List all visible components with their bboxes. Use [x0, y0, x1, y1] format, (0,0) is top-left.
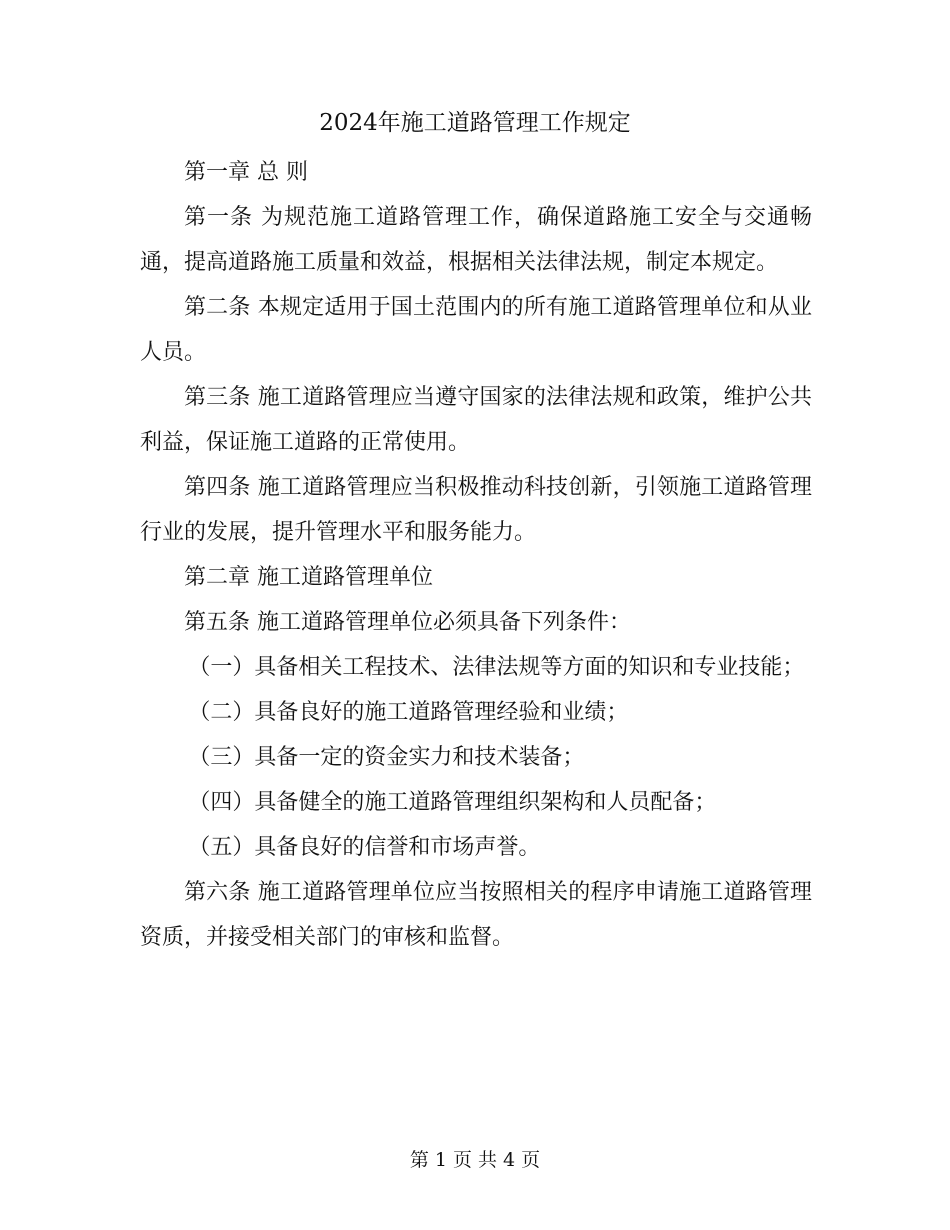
- list-item: （五）具备良好的信誉和市场声誉。: [188, 835, 541, 860]
- article-paragraph: 第四条 施工道路管理应当积极推动科技创新，引领施工道路管理行业的发展，提升管理水平和服务能力。: [140, 475, 812, 545]
- list-item: （四）具备健全的施工道路管理组织架构和人员配备；: [188, 790, 717, 815]
- page-title: 2024年施工道路管理工作规定: [319, 110, 631, 136]
- list-item: （二）具备良好的施工道路管理经验和业绩；: [188, 700, 629, 725]
- list-item: （三）具备一定的资金实力和技术装备；: [188, 745, 585, 770]
- article-paragraph: 第一条 为规范施工道路管理工作，确保道路施工安全与交通畅通，提高道路施工质量和效益，根据相关法律法规，制定本规定。: [140, 205, 812, 275]
- article-paragraph: 第二条 本规定适用于国土范围内的所有施工道路管理单位和从业人员。: [140, 295, 812, 365]
- document-body: [140, 150, 812, 960]
- article-paragraph: 第三条 施工道路管理应当遵守国家的法律法规和政策，维护公共利益，保证施工道路的正常使用。: [140, 385, 812, 455]
- page-number: 第 1 页 共 4 页: [409, 1149, 541, 1171]
- chapter-heading: 第一章 总 则: [184, 160, 308, 185]
- list-item: （一）具备相关工程技术、法律法规等方面的知识和专业技能；: [188, 655, 805, 680]
- article-paragraph: 第五条 施工道路管理单位必须具备下列条件：: [184, 610, 631, 635]
- article-paragraph: 第六条 施工道路管理单位应当按照相关的程序申请施工道路管理资质，并接受相关部门的审核和监督。: [140, 880, 812, 950]
- chapter-heading: 第二章 施工道路管理单位: [184, 565, 433, 590]
